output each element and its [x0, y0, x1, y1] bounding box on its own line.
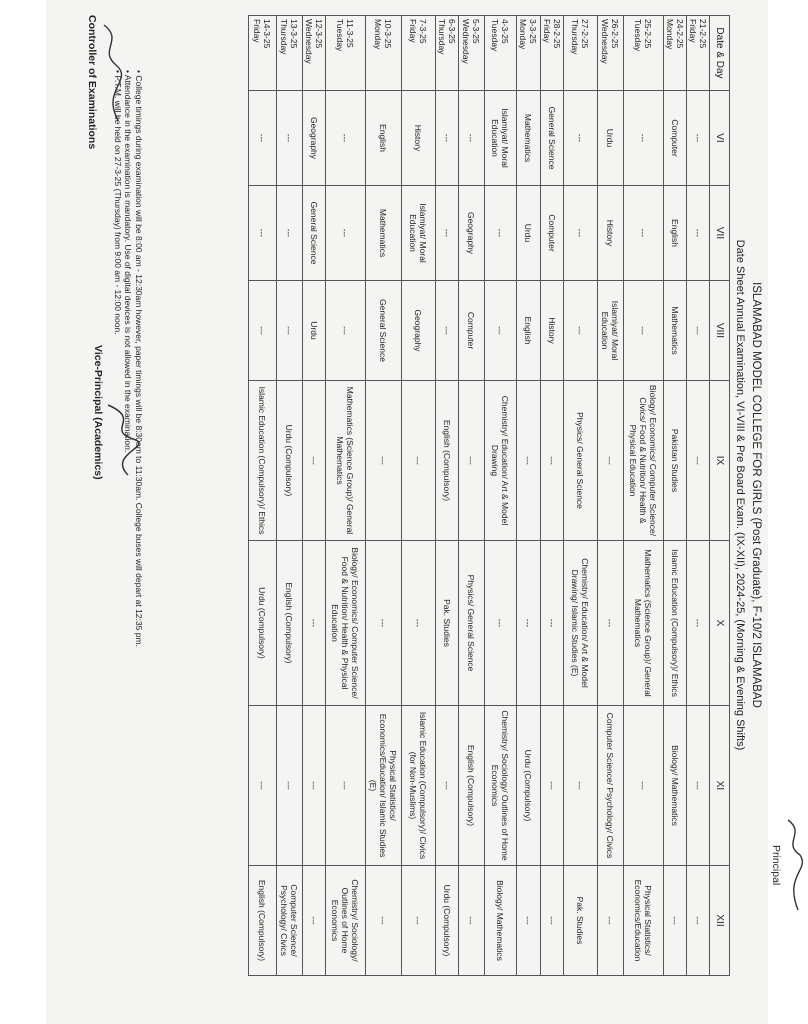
date-cell — [459, 16, 485, 91]
exam-date: 4-3-25 — [500, 19, 511, 44]
exam-day: Friday — [688, 19, 698, 43]
subject-cell: --- — [326, 281, 366, 381]
exam-day: Monday — [665, 19, 675, 50]
subject-cell: Urdu (Compulsory) — [249, 541, 277, 706]
subject-cell: Islamic Education (Compulsory)/ Ethics — [249, 381, 277, 541]
subject-cell: Computer Science/ Psychology/ Civics — [277, 866, 303, 976]
subject-cell: --- — [517, 381, 541, 541]
subject-cell: --- — [664, 866, 687, 976]
subject-cell: Islamic Education (Compulsory)/ Civics (for Non-Muslims) — [402, 706, 436, 866]
subject-cell: Geography — [459, 186, 485, 281]
date-sheet-title: Date Sheet Annual Examination, VI-VIII & Pre Board Exam. (IX-XII), 2024-25, (Morning & Evening Shifts) — [734, 239, 746, 751]
college-title: ISLAMABAD MODEL COLLEGE FOR GIRLS (Post Graduate), F-10/2 ISLAMABAD — [750, 282, 762, 708]
date-cell — [303, 16, 326, 91]
table-body — [249, 16, 710, 976]
subject-cell: --- — [485, 541, 517, 706]
subject-cell: Urdu (Compulsory) — [436, 866, 459, 976]
principal-signature: Principal — [770, 845, 782, 886]
subject-cell: General Science — [541, 91, 564, 186]
table-row — [249, 16, 277, 976]
table-row — [277, 16, 303, 976]
subject-cell: Mathematics — [366, 186, 402, 281]
subject-cell: --- — [277, 281, 303, 381]
subject-cell: --- — [687, 706, 710, 866]
subject-cell: Pak. Studies — [436, 541, 459, 706]
subject-cell: --- — [277, 706, 303, 866]
exam-day: Monday — [518, 19, 529, 50]
subject-cell: --- — [485, 281, 517, 381]
date-cell — [366, 16, 402, 91]
subject-cell: Physical Statistics/ Economics/Education — [624, 866, 664, 976]
column-header-5: X — [710, 541, 730, 706]
subject-cell: Pak. Studies — [564, 866, 598, 976]
exam-day: Friday — [408, 19, 419, 43]
subject-cell: --- — [624, 186, 664, 281]
subject-cell: --- — [366, 381, 402, 541]
date-cell — [687, 16, 710, 91]
exam-day: Wednesday — [304, 19, 314, 64]
subject-cell: Biology/ Mathematics — [485, 866, 517, 976]
column-header-3: VIII — [710, 281, 730, 381]
subject-cell: Biology/ Mathematics — [664, 706, 687, 866]
exam-date: 11-3-25 — [345, 19, 356, 48]
subject-cell: --- — [564, 281, 598, 381]
table-row — [436, 16, 459, 976]
subject-cell: Computer Science/ Psychology/ Civics — [598, 706, 624, 866]
subject-cell: Geography — [402, 281, 436, 381]
subject-cell: Computer — [541, 186, 564, 281]
subject-cell: --- — [249, 281, 277, 381]
note-item — [134, 70, 145, 950]
subject-cell: Pakistan Studies — [664, 381, 687, 541]
subject-cell: --- — [517, 866, 541, 976]
subject-cell: --- — [366, 541, 402, 706]
vice-principal-signature-mark — [98, 395, 148, 485]
exam-date: 13-3-25 — [289, 19, 300, 49]
table-row — [402, 16, 436, 976]
column-header-1: VI — [710, 91, 730, 186]
subject-cell: --- — [598, 381, 624, 541]
date-cell — [485, 16, 517, 91]
subject-cell: Biology/ Economics/ Computer Science/ Civics/ Food & Nutrition/ Health & Physical Education — [624, 381, 664, 541]
subject-cell: Geography — [303, 91, 326, 186]
exam-day: Thursday — [437, 19, 447, 55]
subject-cell: --- — [402, 381, 436, 541]
subject-cell: --- — [436, 706, 459, 866]
subject-cell: --- — [402, 541, 436, 706]
subject-cell: --- — [624, 91, 664, 186]
subject-cell: --- — [436, 186, 459, 281]
subject-cell: History — [598, 186, 624, 281]
table-row — [485, 16, 517, 976]
subject-cell: --- — [687, 186, 710, 281]
subject-cell: Islamiyat/ Moral Education — [485, 91, 517, 186]
table-row — [303, 16, 326, 976]
subject-cell: --- — [564, 91, 598, 186]
date-cell — [249, 16, 277, 91]
subject-cell: Islamiyat/ Moral Education — [402, 186, 436, 281]
subject-cell: Computer — [459, 281, 485, 381]
subject-cell: --- — [326, 91, 366, 186]
subject-cell: --- — [459, 381, 485, 541]
subject-cell: --- — [687, 866, 710, 976]
subject-cell: English (Compulsory) — [249, 866, 277, 976]
date-cell — [517, 16, 541, 91]
subject-cell: Urdu — [517, 186, 541, 281]
notes-block — [113, 70, 145, 950]
subject-cell: Chemistry/ Sociology/ Outlines of Home Economics — [485, 706, 517, 866]
exam-date: 10-3-25 — [383, 19, 394, 49]
note-text: P.T.M. will be held on 27-3-25 (Thursday) from 9:00 am - 12:00 noon. — [113, 75, 123, 335]
exam-day: Friday — [542, 19, 552, 43]
subject-cell: Urdu (Compulsory) — [517, 706, 541, 866]
date-cell — [541, 16, 564, 91]
subject-cell: --- — [277, 186, 303, 281]
exam-date: 14-3-25 — [262, 19, 273, 49]
subject-cell: English — [517, 281, 541, 381]
exam-date: 6-3-25 — [447, 19, 457, 44]
exam-date: 21-2-25 — [698, 19, 708, 49]
subject-cell: --- — [564, 706, 598, 866]
date-sheet-table — [248, 15, 730, 976]
subject-cell: Mathematics — [517, 91, 541, 186]
subject-cell: Computer — [664, 91, 687, 186]
subject-cell: Biology/ Economics/ Computer Science/ Food & Nutrition/ Health & Physical Education — [326, 541, 366, 706]
subject-cell: --- — [541, 541, 564, 706]
subject-cell: --- — [485, 186, 517, 281]
exam-day: Wednesday — [461, 19, 472, 64]
subject-cell: Mathematics (Science Group)/ General Mathematics — [326, 381, 366, 541]
exam-day: Friday — [252, 19, 263, 43]
subject-cell: General Science — [366, 281, 402, 381]
subject-cell: --- — [459, 91, 485, 186]
exam-day: Wednesday — [600, 19, 611, 64]
subject-cell: General Science — [303, 186, 326, 281]
subject-cell: --- — [598, 541, 624, 706]
subject-cell: --- — [459, 866, 485, 976]
subject-cell: English (Compulsory) — [277, 541, 303, 706]
table-header-row — [710, 16, 730, 976]
table-row — [624, 16, 664, 976]
controller-signature-mark — [96, 20, 126, 130]
exam-day: Thursday — [570, 19, 581, 55]
date-cell — [598, 16, 624, 91]
subject-cell: Mathematics — [664, 281, 687, 381]
subject-cell: --- — [564, 186, 598, 281]
subject-cell: --- — [687, 381, 710, 541]
column-header-2: VII — [710, 186, 730, 281]
exam-date: 28-2-25 — [552, 19, 562, 49]
subject-cell: Islamiyat/ Moral Education — [598, 281, 624, 381]
subject-cell: Physics/ General Science — [564, 381, 598, 541]
bullet-icon: • — [113, 70, 123, 76]
subject-cell: Urdu — [598, 91, 624, 186]
subject-cell: English (Compulsory) — [436, 381, 459, 541]
subject-cell: --- — [402, 866, 436, 976]
subject-cell: English (Compulsory) — [459, 706, 485, 866]
subject-cell: --- — [326, 706, 366, 866]
subject-cell: Mathematics (Science Group)/ General Mathematics — [624, 541, 664, 706]
subject-cell: --- — [541, 381, 564, 541]
table-row — [366, 16, 402, 976]
note-item — [113, 70, 124, 950]
table-row — [598, 16, 624, 976]
date-cell — [664, 16, 687, 91]
table-row — [664, 16, 687, 976]
subject-cell: English — [664, 186, 687, 281]
subject-cell: --- — [598, 866, 624, 976]
vice-principal-signature: Vice-Principal (Academics) — [92, 345, 104, 480]
exam-date: 26-2-25 — [610, 19, 621, 49]
date-cell — [402, 16, 436, 91]
date-cell — [564, 16, 598, 91]
table-row — [459, 16, 485, 976]
date-cell — [624, 16, 664, 91]
subject-cell: Chemistry/ Education/ Art & Model Drawing/ Islamic Studies (E) — [564, 541, 598, 706]
subject-cell: Chemistry/ Sociology/ Outlines of Home Economics — [326, 866, 366, 976]
table-row — [564, 16, 598, 976]
subject-cell: --- — [541, 866, 564, 976]
subject-cell: --- — [541, 706, 564, 866]
subject-cell: History — [402, 91, 436, 186]
principal-signature-mark — [780, 815, 808, 915]
subject-cell: Chemistry/ Education/ Art & Model Drawing — [485, 381, 517, 541]
subject-cell: History — [541, 281, 564, 381]
date-cell — [277, 16, 303, 91]
subject-cell: --- — [303, 541, 326, 706]
subject-cell: --- — [303, 381, 326, 541]
subject-cell: --- — [249, 706, 277, 866]
exam-date: 3-3-25 — [528, 19, 539, 44]
subject-cell: Physics/ General Science — [459, 541, 485, 706]
subject-cell: --- — [624, 706, 664, 866]
exam-date: 25-2-25 — [643, 19, 654, 49]
exam-day: Thursday — [279, 19, 290, 55]
subject-cell: Urdu (Compulsory) — [277, 381, 303, 541]
note-text: College timings during examination will be 8:00 am - 12:30am however, paper timings will be 8:30am to 11:30am. College buses will depart at 12:35 pm. — [134, 75, 144, 647]
table-row — [517, 16, 541, 976]
note-text: Attendance in the examination is mandatory. Use of digital devices is not allowed in the examination. — [123, 74, 134, 453]
subject-cell: Islamic Education (Compulsory)/ Ethics — [664, 541, 687, 706]
subject-cell: --- — [436, 91, 459, 186]
subject-cell: English — [366, 91, 402, 186]
subject-cell: --- — [366, 866, 402, 976]
subject-cell: --- — [303, 706, 326, 866]
column-header-4: IX — [710, 381, 730, 541]
subject-cell: --- — [687, 91, 710, 186]
subject-cell: --- — [687, 281, 710, 381]
exam-day: Tuesday — [335, 19, 346, 52]
subject-cell: --- — [303, 866, 326, 976]
subject-cell: --- — [436, 281, 459, 381]
table-row — [541, 16, 564, 976]
subject-cell: --- — [624, 281, 664, 381]
controller-signature: Controller of Examinations — [86, 15, 98, 150]
date-cell — [436, 16, 459, 91]
subject-cell: Urdu — [303, 281, 326, 381]
subject-cell: --- — [249, 186, 277, 281]
column-header-0: Date & Day — [710, 16, 730, 91]
date-cell — [326, 16, 366, 91]
exam-date: 24-2-25 — [675, 19, 685, 49]
bullet-icon: • — [123, 70, 134, 75]
table-row — [687, 16, 710, 976]
note-item — [123, 70, 134, 950]
rotated-sheet — [66, 15, 782, 975]
subject-cell: --- — [249, 91, 277, 186]
column-header-6: XI — [710, 706, 730, 866]
exam-day: Monday — [373, 19, 384, 50]
document-page — [46, 0, 782, 1024]
exam-date: 27-2-25 — [580, 19, 591, 49]
exam-day: Tuesday — [490, 19, 501, 52]
exam-date: 7-3-25 — [418, 19, 429, 44]
subject-cell: --- — [687, 541, 710, 706]
exam-date: 5-3-25 — [471, 19, 482, 44]
subject-cell: --- — [326, 186, 366, 281]
exam-day: Tuesday — [633, 19, 644, 52]
subject-cell: Physical Statistics/ Economics/Education/ Islamic Studies (E) — [366, 706, 402, 866]
column-header-7: XII — [710, 866, 730, 976]
subject-cell: --- — [517, 541, 541, 706]
table-row — [326, 16, 366, 976]
bullet-icon: • — [134, 70, 144, 76]
exam-date: 12-3-25 — [314, 19, 324, 49]
subject-cell: --- — [277, 91, 303, 186]
